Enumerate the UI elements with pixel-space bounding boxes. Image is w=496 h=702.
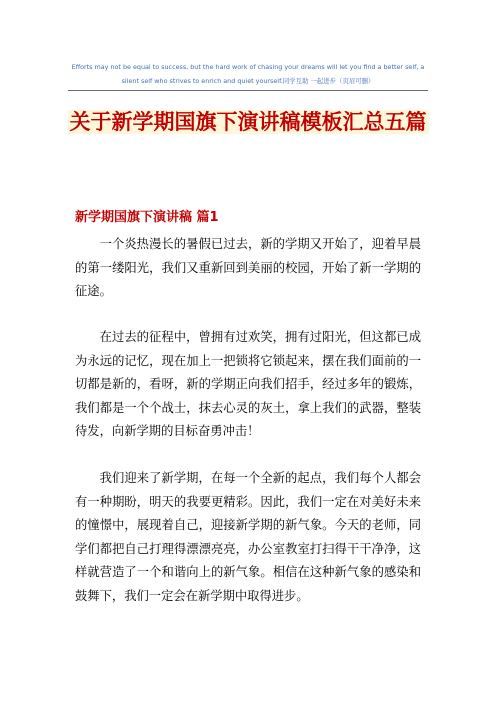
body-paragraph-3: 我们迎来了新学期，在每一个全新的起点，我们每个人都会有一种期盼，明天的我要更精彩。因此，我们一定在对美好未来的憧憬中，展现着自己，迎接新学期的新气象。今天的老师，同学们都把自己打理得漂漂亮亮，办公室教室打扫得干干净净，这样就营造了一个和谐向上的新气象。相信在这种新气象的感染和鼓舞下，我们一定会在新学期中取得进步。 bbox=[75, 471, 421, 603]
header-motto-english: Efforts may not be equal to success, but the hard work of chasing your dreams will let you find a better self, a silent self who strives to enrich and quiet yourself. bbox=[71, 63, 425, 85]
header-divider bbox=[68, 90, 428, 91]
document-title-text: 关于新学期国旗下演讲稿模板汇总五篇 bbox=[69, 110, 427, 134]
header-motto-chinese: 同学互助 一起进步（页眉可删） bbox=[282, 77, 375, 85]
section-heading: 新学期国旗下演讲稿 篇1 bbox=[75, 210, 219, 225]
document-title bbox=[60, 105, 436, 139]
page-header-motto bbox=[68, 60, 428, 88]
body-paragraph-1: 一个炎热漫长的暑假已过去，新的学期又开始了，迎着早晨的第一缕阳光，我们又重新回到美丽的校园，开始了新一学期的征途。 bbox=[75, 237, 421, 298]
body-paragraph-2: 在过去的征程中，曾拥有过欢笑，拥有过阳光，但这都已成为永远的记忆，现在加上一把锁将它锁起来，摆在我们面前的一切都是新的，看呀，新的学期正向我们招手，经过多年的锻炼，我们都是一个个战士，抹去心灵的灰土，拿上我们的武器，整装待发，向新学期的目标奋勇冲击！ bbox=[75, 330, 421, 438]
